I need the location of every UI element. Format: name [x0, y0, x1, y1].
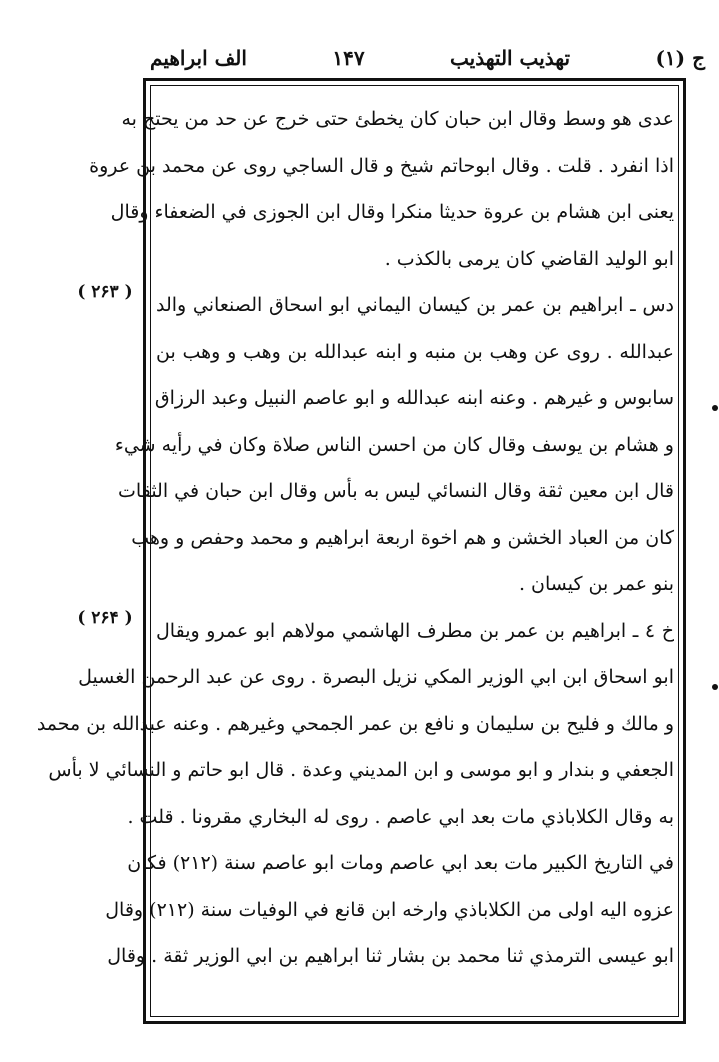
running-head-section: الف ابراهيم: [150, 46, 247, 70]
text-line: يعنى ابن هشام بن عروة حديثا منكرا وقال ابن الجوزى في الضعفاء وقال: [110, 201, 674, 223]
text-line: و هشام بن يوسف وقال كان من احسن الناس صلاة وكان في رأيه شيء: [114, 433, 674, 456]
running-head: [150, 44, 705, 72]
entry-heading-line: خ ٤ ـ ابراهيم بن عمر بن مطرف الهاشمي مولاهم ابو عمرو ويقال: [156, 619, 674, 642]
running-head-book-title: تهذيب التهذيب: [449, 46, 571, 70]
text-line: سابوس و غيرهم . وعنه ابنه عبدالله و ابو عاصم النبيل وعبد الرزاق: [154, 387, 674, 409]
text-line: عبدالله . روى عن وهب بن منبه و ابنه عبدالله بن وهب و وهب بن: [156, 340, 674, 363]
text-line: ابو الوليد القاضي كان يرمى بالكذب .: [384, 247, 674, 270]
text-line: الجعفي و بندار و ابو موسى و ابن المديني وعدة . قال ابو حاتم و النسائي لا بأس: [48, 759, 674, 781]
text-line: عدى هو وسط وقال ابن حبان كان يخطئ حتى خرج عن حد من يحتج به: [121, 108, 674, 130]
entry-heading-line: دس ـ ابراهيم بن عمر بن كيسان اليماني ابو اسحاق الصنعاني والد: [156, 294, 674, 316]
running-head-volume: ج (۱): [655, 46, 705, 70]
text-line: اذا انفرد . قلت . وقال ابوحاتم شيخ و قال الساجي روى عن محمد بن عروة: [89, 154, 674, 177]
text-line: به وقال الكلاباذي مات بعد ابي عاصم . روى له البخاري مقرونا . قلت .: [127, 805, 674, 828]
text-line: في التاريخ الكبير مات بعد ابي عاصم ومات ابو عاصم سنة (۲۱۲) فكان: [127, 852, 674, 874]
text-line: بنو عمر بن كيسان .: [518, 573, 674, 595]
text-line: عزوه اليه اولى من الكلاباذي وارخه ابن قانع في الوفيات سنة (۲۱۲) وقال: [105, 898, 674, 921]
page-number: ۱۴۷: [332, 46, 365, 70]
text-line: ابو عيسى الترمذي ثنا محمد بن بشار ثنا ابراهيم بن ابي الوزير ثقة . وقال: [107, 945, 674, 967]
entry-number-264: ( ۲۶۴ ): [77, 608, 133, 628]
text-line: و مالك و فليح بن سليمان و نافع بن عمر الجمحي وغيرهم . وعنه عبدالله بن محمد: [36, 712, 674, 735]
text-line: ابو اسحاق ابن ابي الوزير المكي نزيل البصرة . روى عن عبد الرحمن الغسيل: [78, 666, 674, 688]
entry-number-263: ( ۲۶۳ ): [77, 282, 133, 302]
text-line: قال ابن معين ثقة وقال النسائي ليس به بأس وقال ابن حبان في الثقات: [118, 480, 674, 502]
margin-dot: [712, 684, 718, 690]
text-line: كان من العباد الخشن و هم اخوة اربعة ابراهيم و محمد وحفص و وهب: [131, 526, 674, 549]
margin-dot: [712, 405, 718, 411]
